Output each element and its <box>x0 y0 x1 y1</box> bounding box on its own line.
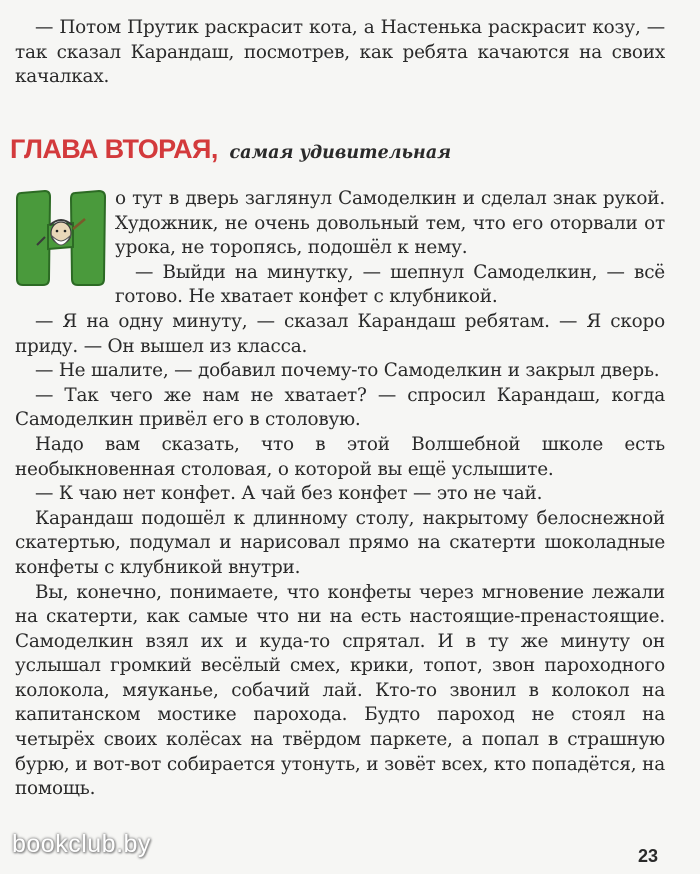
dropcap-letter-icon <box>15 189 107 286</box>
paragraph-9: Вы, конечно, понимаете, что конфеты через мгновение лежали на скатерти, как самые что ни на есть настоящие-пренастоящие. Самоделкин взял их и куда-то спрятал. И в ту же минуту он услышал громкий весёлый смех, крики, топот, звон пароходного колокола, мяуканье, собачий лай. Кто-то звонил в колокол на капитанском мостике парохода. Будто пароход не стоял на четырёх своих колёсах на твёрдом паркете, а попал в страшную бурю, и вот-вот собирается утонуть, и зовёт всех, кто попадётся, на помощь. <box>15 581 665 800</box>
chapter-heading <box>10 134 670 165</box>
paragraph-5: — Так чего же нам не хватает? — спросил Карандаш, когда Самоделкин привёл его в столовую. <box>15 384 665 431</box>
chapter-title-comma: , <box>210 134 219 164</box>
paragraph-4: — Не шалите, — добавил почему-то Самоделкин и закрыл дверь. <box>35 360 660 382</box>
watermark-logo: bookclub.by <box>12 830 151 858</box>
chapter-title: ГЛАВА ВТОРАЯ <box>10 134 211 164</box>
top-paragraph: — Потом Прутик раскрасит кота, а Настенька раскрасит козу, — так сказал Карандаш, посмотрев, как ребята качаются на своих качалках. <box>15 17 665 88</box>
chapter-subtitle: самая удивительная <box>229 143 452 163</box>
paragraph-6: Надо вам сказать, что в этой Волшебной школе есть необыкновенная столовая, о которой вы ещё услышите. <box>15 433 665 480</box>
paragraph-7: — К чаю нет конфет. А чай без конфет — это не чай. <box>35 483 543 505</box>
paragraph-2: — Выйди на минутку, — шепнул Самоделкин, — всё готово. Не хватает конфет с клубникой. <box>115 261 665 308</box>
paragraph-3: — Я на одну минуту, — сказал Карандаш ребятам. — Я скоро приду. — Он вышел из класса. <box>15 310 665 357</box>
chapter-body <box>15 187 665 802</box>
paragraph-1: о тут в дверь заглянул Самоделкин и сделал знак рукой. Художник, не очень довольный тем, что его оторвали от урока, не торопясь, подошёл к нему. <box>115 188 665 259</box>
paragraph-8: Карандаш подошёл к длинному столу, накрытому белоснежной скатертью, подумал и нарисовал прямо на скатерти шоколадные конфеты с клубникой внутри. <box>15 507 665 578</box>
page-number: 23 <box>638 846 659 866</box>
